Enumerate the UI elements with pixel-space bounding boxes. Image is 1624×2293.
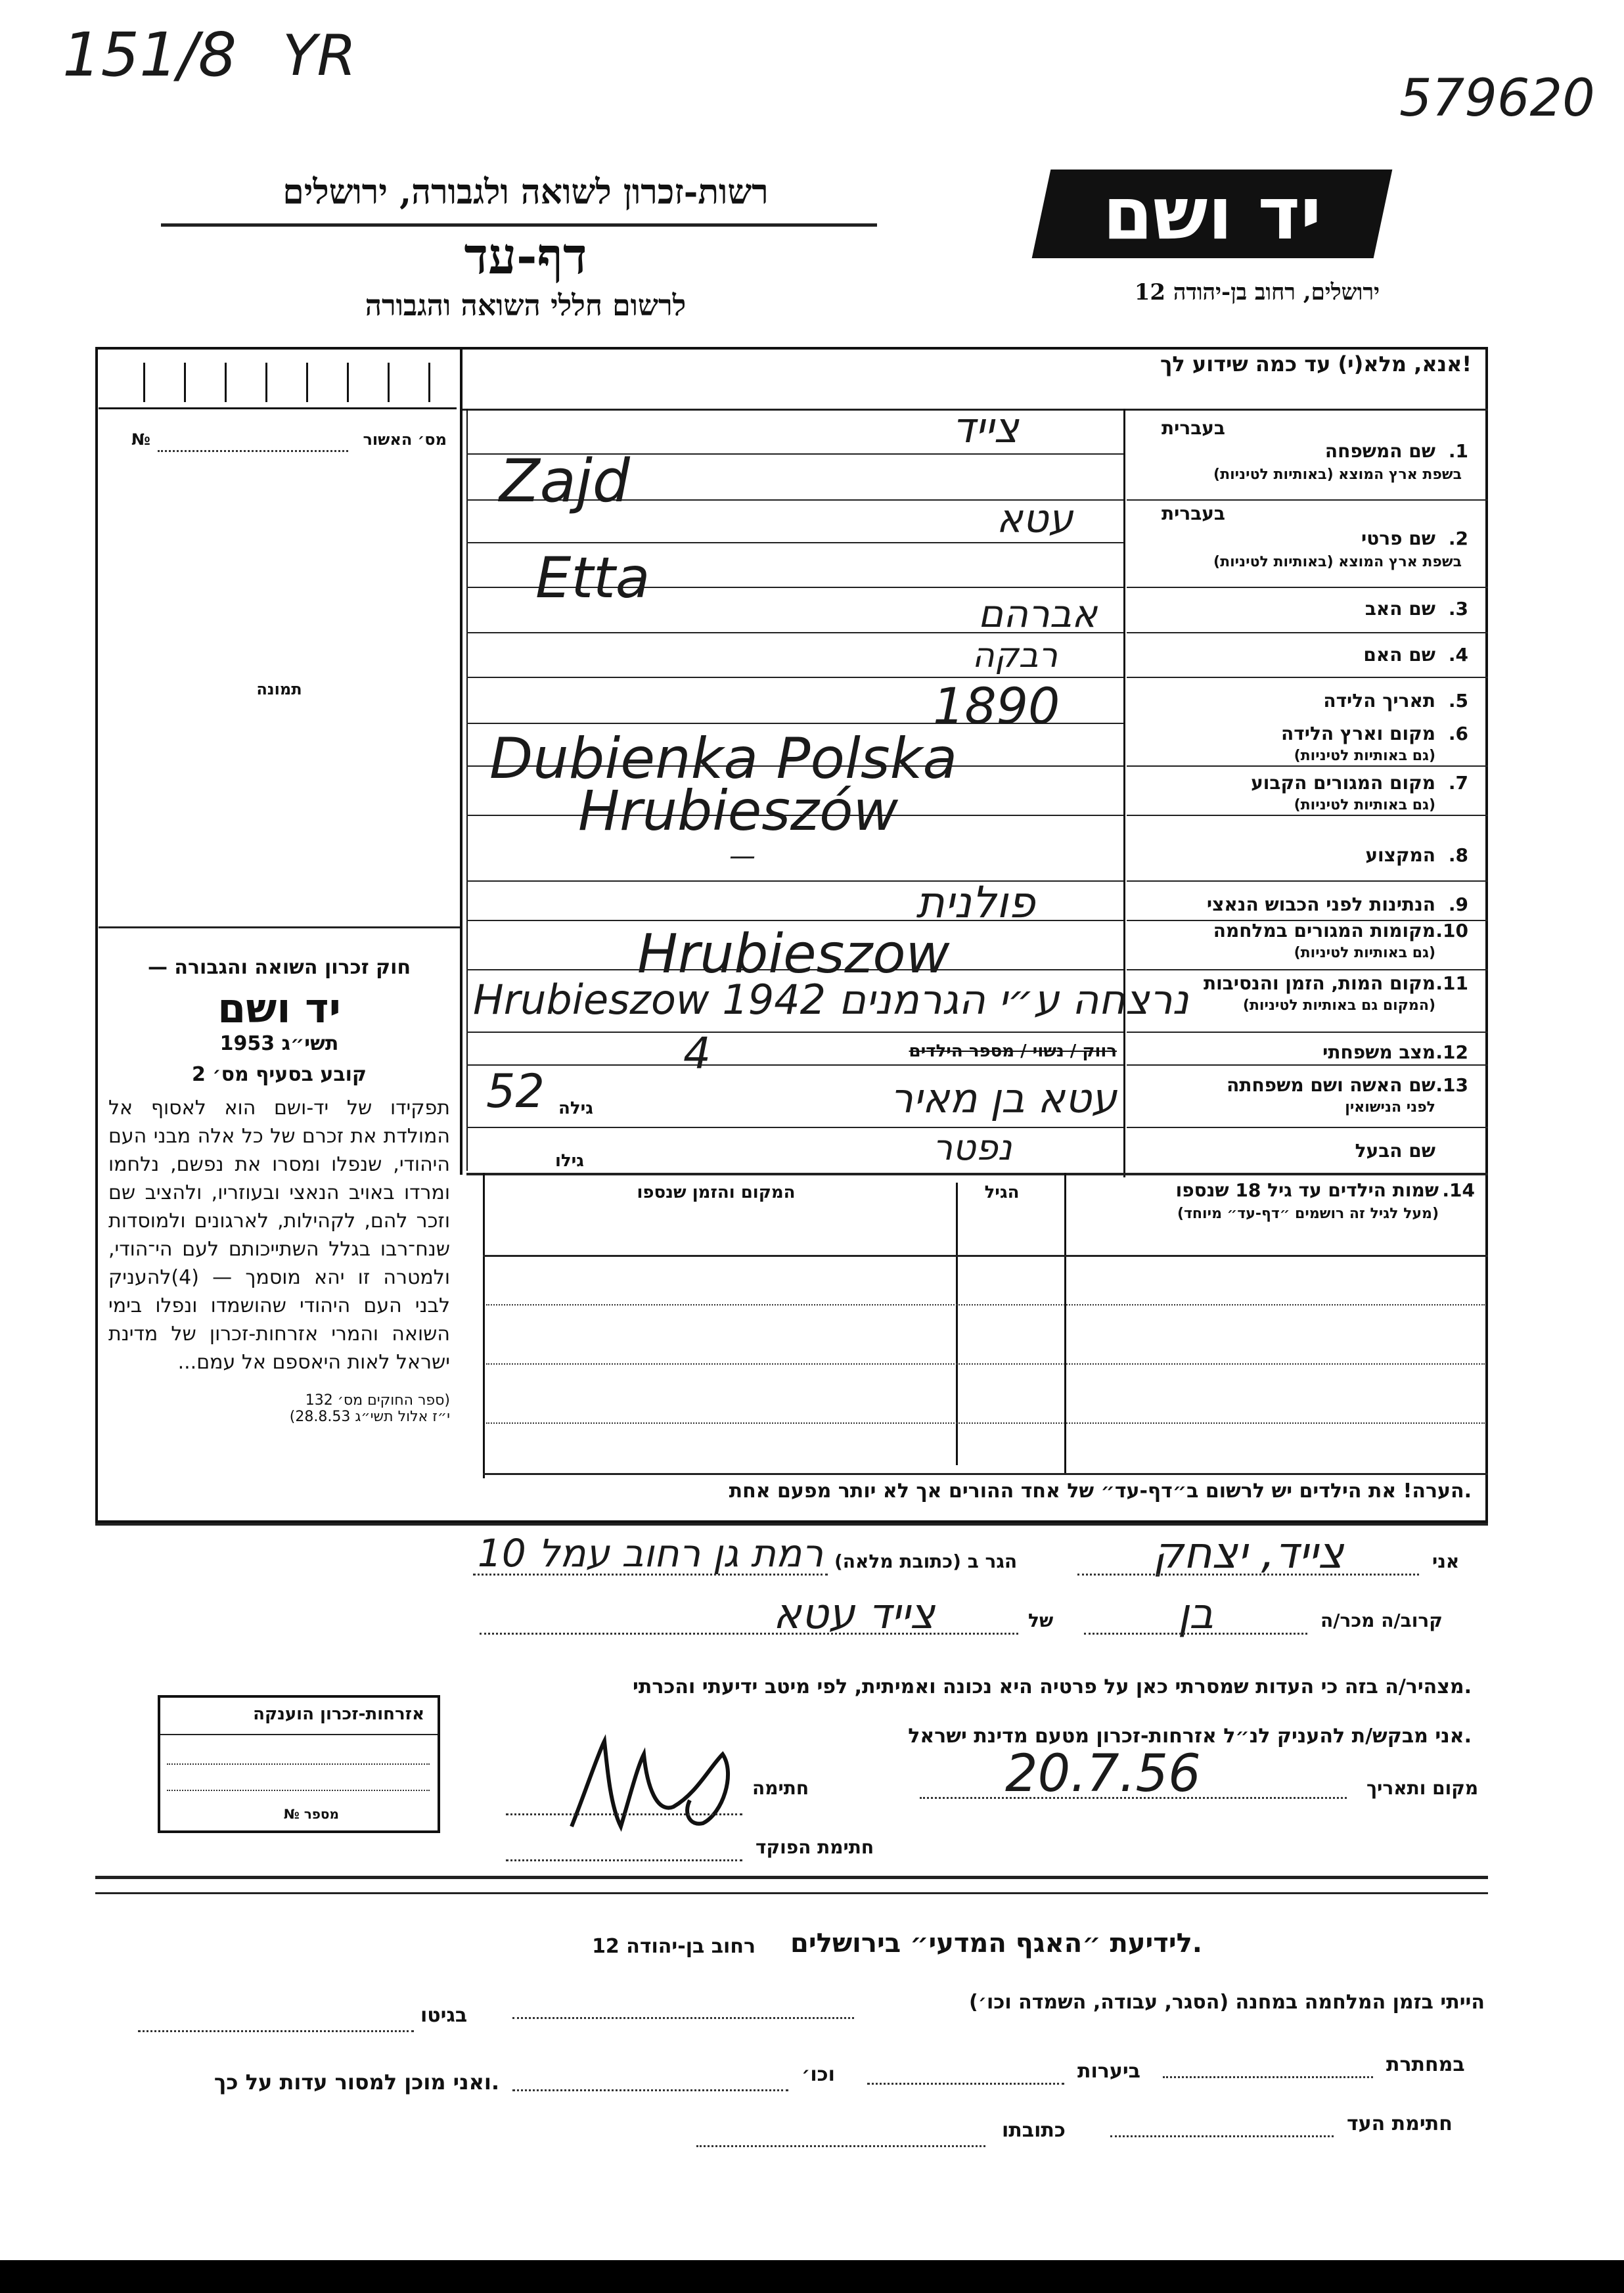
- footer-ghetto: בגיטו: [420, 2004, 468, 2027]
- form-subtitle: לרשום חללי השואה והגבורה: [365, 289, 687, 323]
- footer-forests: ביערות: [1077, 2060, 1140, 2083]
- footer-underground: במחתרת: [1386, 2053, 1465, 2076]
- label-wife: שם האשה ושם משפחתה: [1227, 1074, 1435, 1096]
- approval-symbol: №: [131, 430, 150, 449]
- value-nationality: פולנית: [916, 877, 1035, 928]
- citizenship-box-title: אזרחות-זכרון הוענקה: [253, 1704, 424, 1724]
- signature-label: חתימה: [752, 1777, 809, 1799]
- value-wartime-residence: Hrubieszow: [637, 923, 950, 986]
- field-labels: בעברית 1. שם המשפחה בשפת ארץ המוצא (באותיות לטיניות) בעברית 2. שם פרטי בשפת ארץ המוצא (באותיות לטיניות) 3. שם האב 4. שם האם 5. תאריך הלידה 6. מקום וארץ הלידה (גם באותיות לטיניות) 7. מקום המגורים הקבוע (גם באותיות לטיניות) 8. המקצוע 9. הנתינות לפני הכבוש הנאצי 10. מקומות המגורים במלחמה (גם באותיות לטיניות) 11. מקום המות, הזמן והנסיבות (המקום גם באותיות לטיניות) 12. מצב משפחתי 13. שם האשה ושם משפחתה לפני הנישואין שם הבעל: [1161, 417, 1468, 1162]
- label-residence: מקום המגורים הקבוע: [1251, 772, 1435, 794]
- value-first-name-latin: Etta: [535, 545, 650, 611]
- photo-label: תמונה: [256, 680, 302, 698]
- official-signature-label: חתימת הפוקד: [756, 1836, 874, 1858]
- logo-text: יד ושם: [1102, 171, 1322, 256]
- address: ירושלים, רחוב בן-יהודה 12: [1134, 279, 1380, 306]
- footer-address: רחוב בן-יהודה 12: [592, 1935, 756, 1958]
- label-birthplace: מקום וארץ הלידה: [1281, 723, 1435, 744]
- initials-annotation: YR: [282, 23, 357, 89]
- law-citation-2: י״ז אלול תשי״ג 28.8.53): [289, 1409, 450, 1425]
- approval-label: מס׳ האשור: [363, 430, 447, 449]
- footer-line1-start: הייתי בזמן המלחמה במחנה (הסגר, עבודה, השמדה וכו׳): [969, 1991, 1485, 2014]
- value-wife-age: 52: [486, 1064, 545, 1118]
- witness-signature: [558, 1715, 769, 1846]
- col-age: הגיל: [984, 1183, 1020, 1202]
- place-date-label: מקום ותאריך: [1366, 1777, 1479, 1799]
- instruction: אנא, מלא(י) עד כמה שידוע לך!: [1160, 352, 1472, 376]
- footer-etc: וכו׳: [801, 2063, 835, 2086]
- residing-label: הגר ב (כתובת מלאה): [834, 1551, 1018, 1572]
- law-citation-1: (ספר החוקים מס׳ 132: [305, 1392, 450, 1409]
- relative-label: קרוב/ה מכר/ה: [1320, 1610, 1443, 1631]
- law-title: חוק זכרון השואה והגבורה —: [147, 956, 411, 979]
- declaration: מצהיר/ה בזה כי העדות שמסרתי כאן על פרטיה היא נכונה ואמיתית, לפי מיטב ידיעתי והכרתי.: [633, 1675, 1472, 1698]
- value-mother: רבקה: [972, 636, 1058, 675]
- label-husband: שם הבעל: [1355, 1140, 1435, 1162]
- file-annotation: 151/8: [62, 20, 237, 90]
- footer-witness-signature: חתימת העד: [1347, 2112, 1453, 2135]
- law-section: קובע בסעיף מס׳ 2: [191, 1063, 367, 1086]
- value-surname-hebrew: צייד: [952, 404, 1019, 453]
- label-mother: שם האם: [1363, 644, 1435, 666]
- label-death: מקום המות, הזמן והנסיבות: [1203, 972, 1435, 994]
- husband-age-label: גילו: [555, 1151, 584, 1171]
- footer-testify: ואני מוכן למסור עדות על כך.: [214, 2070, 499, 2095]
- label-profession: המקצוע: [1365, 844, 1435, 866]
- children-note: הערה! את הילדים יש לרשום ב״דף-עד״ של אחד ההורים אך לא יותר מפעם אחת.: [729, 1480, 1472, 1503]
- yad-vashem-logo: [1032, 170, 1393, 258]
- value-birthdate: 1890: [933, 677, 1060, 735]
- of-label: של: [1028, 1610, 1054, 1631]
- law-name: יד ושם: [217, 984, 341, 1032]
- org-name: רשות-זכרון לשואה ולגבורה, ירושלים: [282, 172, 769, 212]
- label-birthdate: תאריך הלידה: [1323, 690, 1435, 712]
- value-birthplace: Dubienka Polska: [489, 726, 958, 792]
- value-children-count: 4: [683, 1028, 711, 1079]
- law-year: תשי״ג 1953: [219, 1032, 339, 1055]
- children-subtitle: (מעל לגיל זה רושמים ״דף-עד״ מיוחד): [1177, 1206, 1439, 1222]
- place-date-value: 20.7.56: [1005, 1744, 1201, 1804]
- value-death: Hrubieszow 1942 נרצחה ע״י הגרמנים: [473, 976, 1189, 1024]
- citizenship-box: [158, 1695, 440, 1833]
- value-father: אברהם: [978, 591, 1097, 636]
- label-nationality: הנתינות לפני הכבוש הנאצי: [1206, 894, 1435, 915]
- label-father: שם האב: [1365, 598, 1435, 620]
- scan-edge: [0, 2260, 1624, 2293]
- value-profession: —: [729, 841, 756, 871]
- of-value: צייד עטא: [773, 1590, 936, 1639]
- children-title: שמות הילדים עד גיל 18 שנספו: [1175, 1179, 1439, 1201]
- label-marital: מצב משפחתי: [1322, 1041, 1435, 1063]
- registration-boxes: [99, 355, 457, 409]
- record-number: 579620: [1399, 69, 1595, 128]
- label-first-name: שם פרטי: [1361, 528, 1435, 549]
- label-wartime-residence: מקומות המגורים במלחמה: [1213, 920, 1435, 942]
- col-place: המקום והזמן שנספו: [637, 1183, 796, 1202]
- value-wife: עטא בן מאיר: [890, 1074, 1117, 1122]
- law-box: [108, 956, 450, 1425]
- relative-value: בן: [1177, 1590, 1214, 1639]
- law-text: תפקידו של יד-ושם הוא לאסוף אל המולדת את זכרם של כל אלה מבני העם היהודי, שנפלו ומסרו את נפשם, נלחמו ומרדו באויב הנאצי ובעוזריו, ולהציב שם וזכר להם, לקהילות, לארגונים ולמוסדות שנח־רבו בגלל השתייכותם לעם הי־הודי, ולמטרה זו יהא מוסמך — (4)להעניק לבני העם היהודי שהושמדו ונפלו בימי השואה והמרי אזרחות-זכרון של מדינת ישראל לאות היאספם אל עמם...: [108, 1097, 450, 1374]
- value-first-name-hebrew: עטא: [996, 496, 1073, 542]
- i-label: אני: [1432, 1551, 1460, 1572]
- footer-title: לידיעת ״האגף המדעי״ בירושלים.: [790, 1928, 1202, 1959]
- citizenship-box-number: מספר №: [283, 1806, 339, 1822]
- form-title: דף-עד: [464, 227, 587, 285]
- value-surname-latin: Zajd: [499, 447, 630, 516]
- i-value: צייד, יצחק: [1152, 1528, 1344, 1578]
- marital-options: רווק / נשוי / מספר הילדים: [909, 1041, 1117, 1061]
- wife-age-label: גילה: [558, 1099, 593, 1118]
- footer-address-label: כתובתו: [1002, 2119, 1066, 2142]
- value-husband: נפטר: [932, 1127, 1012, 1168]
- label-surname: שם המשפחה: [1324, 440, 1435, 462]
- value-residence: Hrubieszów: [578, 779, 899, 843]
- residing-value: רמת גן רחוב עמל 10: [477, 1531, 824, 1576]
- request: אני מבקש/ת להעניק לנ״ל אזרחות-זכרון מטעם מדינת ישראל.: [908, 1725, 1472, 1748]
